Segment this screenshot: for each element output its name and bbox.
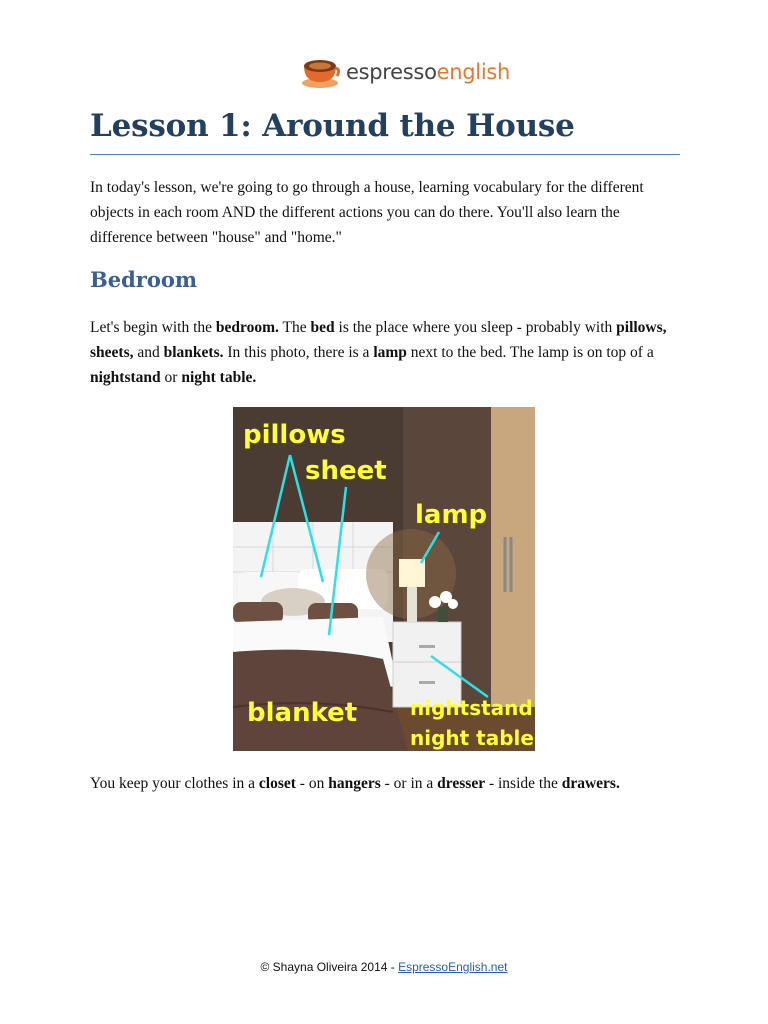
- text-run: - or in a: [380, 775, 438, 792]
- text-run: or: [160, 369, 182, 386]
- vocab-dresser: dresser: [437, 775, 486, 792]
- vocab-drawers: drawers.: [561, 775, 620, 792]
- text-run: next to the bed. The lamp is on top of a: [406, 344, 654, 361]
- title-divider: [90, 154, 680, 155]
- vocab-night-table: night table.: [181, 369, 257, 386]
- label-lamp: lamp: [415, 500, 488, 530]
- vocab-pillows-sheets: pillows, sheets,: [90, 319, 667, 361]
- section-heading-bedroom: Bedroom: [90, 267, 198, 292]
- text-run: The: [278, 319, 311, 336]
- intro-paragraph: In today's lesson, we're going to go through a house, learning vocabulary for the different objects in each room AND the different actions you can do there. You'll also learn the difference between "house" and "home.": [90, 179, 644, 246]
- label-nightstand: nightstand: [410, 696, 533, 720]
- page-title: Lesson 1: Around the House: [90, 108, 575, 144]
- closet-paragraph: [90, 771, 680, 796]
- brand-name-part1: espresso: [346, 60, 437, 84]
- bedroom-paragraph: [90, 315, 680, 390]
- page-footer: [0, 960, 768, 974]
- vocab-bedroom: bedroom.: [215, 319, 279, 336]
- brand-name-part2: english: [436, 60, 511, 84]
- text-run: is the place where you sleep - probably with: [334, 319, 617, 336]
- text-run: - on: [295, 775, 329, 792]
- label-pillows: pillows: [243, 420, 346, 450]
- vocab-nightstand: nightstand: [90, 369, 161, 386]
- footer-link[interactable]: EspressoEnglish.net: [398, 960, 508, 974]
- bedroom-photo: [233, 407, 535, 751]
- text-run: and: [133, 344, 164, 361]
- copyright-text: © Shayna Oliveira 2014 -: [260, 960, 399, 974]
- text-run: In this photo, there is a: [223, 344, 374, 361]
- vocab-hangers: hangers: [328, 775, 381, 792]
- label-night-table: night table: [410, 726, 534, 750]
- vocab-lamp: lamp: [373, 344, 407, 361]
- label-blanket: blanket: [247, 698, 358, 728]
- coffee-cup-icon: [300, 54, 340, 90]
- text-run: Let's begin with the: [90, 319, 216, 336]
- vocab-blankets: blankets.: [163, 344, 224, 361]
- brand-name: [346, 60, 510, 84]
- vocab-closet: closet: [258, 775, 296, 792]
- text-run: - inside the: [485, 775, 562, 792]
- vocab-bed: bed: [310, 319, 335, 336]
- text-run: You keep your clothes in a: [90, 775, 259, 792]
- label-sheet: sheet: [305, 456, 387, 486]
- brand-logo: [300, 52, 510, 92]
